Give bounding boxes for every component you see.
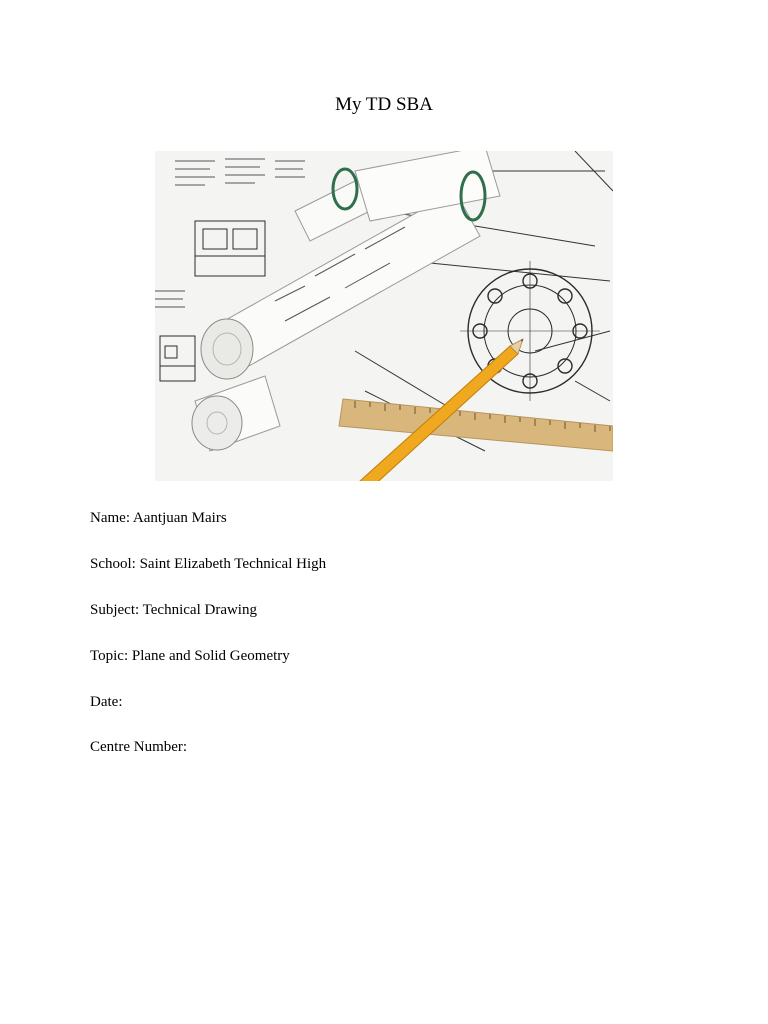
subject-label: Subject <box>90 602 135 618</box>
date-field: Date: <box>90 694 123 710</box>
school-value: Saint Elizabeth Technical High <box>139 556 327 572</box>
page-title: My TD SBA <box>335 94 433 115</box>
name-field: Name: Aantjuan Mairs <box>90 510 227 526</box>
school-field: School: Saint Elizabeth Technical High <box>90 556 327 572</box>
name-label: Name <box>90 510 126 526</box>
subject-field: Subject: Technical Drawing <box>90 602 257 618</box>
name-value: Aantjuan Mairs <box>132 510 227 526</box>
topic-field: Topic: Plane and Solid Geometry <box>90 648 290 664</box>
cover-image <box>155 151 613 481</box>
school-label: School <box>90 556 132 572</box>
date-label: Date <box>90 694 119 710</box>
subject-value: Technical Drawing <box>142 602 257 618</box>
centre-number-field: Centre Number: <box>90 739 188 755</box>
centre-number-label: Centre Number <box>90 739 183 755</box>
topic-value: Plane and Solid Geometry <box>131 648 290 664</box>
topic-label: Topic <box>90 648 124 664</box>
